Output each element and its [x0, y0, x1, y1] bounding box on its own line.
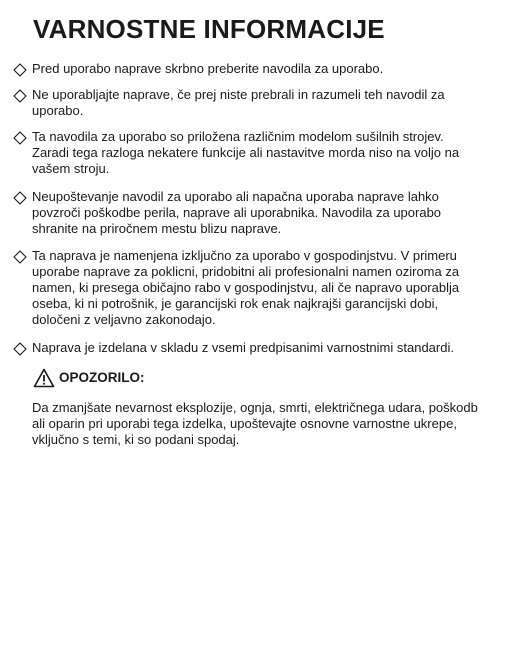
safety-item-text: Ta naprava je namenjena izključno za uporabo v gospodinjstvu. V primeru uporabe naprave za poklicni, pridobitni ali profesionalni namen oziroma za namen, ki presega običajno rabo v gospodinjstvu, ali če napravo uporablja oseba, ki ni potrošnik, je garancijski rok enak najkrajši garancijski dobi, določeni z veljavno zakonodajo. — [32, 248, 460, 327]
warning-label: OPOZORILO: — [59, 370, 145, 385]
warning-heading — [33, 368, 333, 388]
safety-item-text: Neupoštevanje navodil za uporabo ali napačna uporaba naprave lahko povzroči poškodbe perila, naprave ali uporabnika. Navodila za uporabo shranite na priročnem mestu blizu naprave. — [32, 189, 442, 236]
diamond-outline-icon — [12, 190, 28, 206]
warning-text: Da zmanjšate nevarnost eksplozije, ognja, smrti, električnega udara, poškodb ali oparin pri uporabi tega izdelka, upoštevajte osnovne varnostne ukrepe, vključno s temi, ki so podani spodaj. — [32, 400, 478, 447]
warning-triangle-icon — [33, 368, 55, 388]
safety-item-text: Pred uporabo naprave skrbno preberite navodila za uporabo. — [32, 61, 384, 76]
diamond-outline-icon — [12, 341, 28, 357]
safety-item-text: Ta navodila za uporabo so priložena različnim modelom sušilnih strojev. Zaradi tega razloga nekatere funkcije ali nastavitve morda niso na voljo na vašem stroju. — [32, 129, 460, 176]
diamond-outline-icon — [12, 130, 28, 146]
page-title: VARNOSTNE INFORMACIJE — [33, 14, 385, 44]
safety-item-text: Ne uporabljajte naprave, če prej niste prebrali in razumeli teh navodil za uporabo. — [32, 87, 445, 118]
diamond-outline-icon — [12, 62, 28, 78]
safety-item-text: Naprava je izdelana v skladu z vsemi predpisanimi varnostnimi standardi. — [32, 340, 454, 355]
diamond-outline-icon — [12, 88, 28, 104]
diamond-outline-icon — [12, 249, 28, 265]
